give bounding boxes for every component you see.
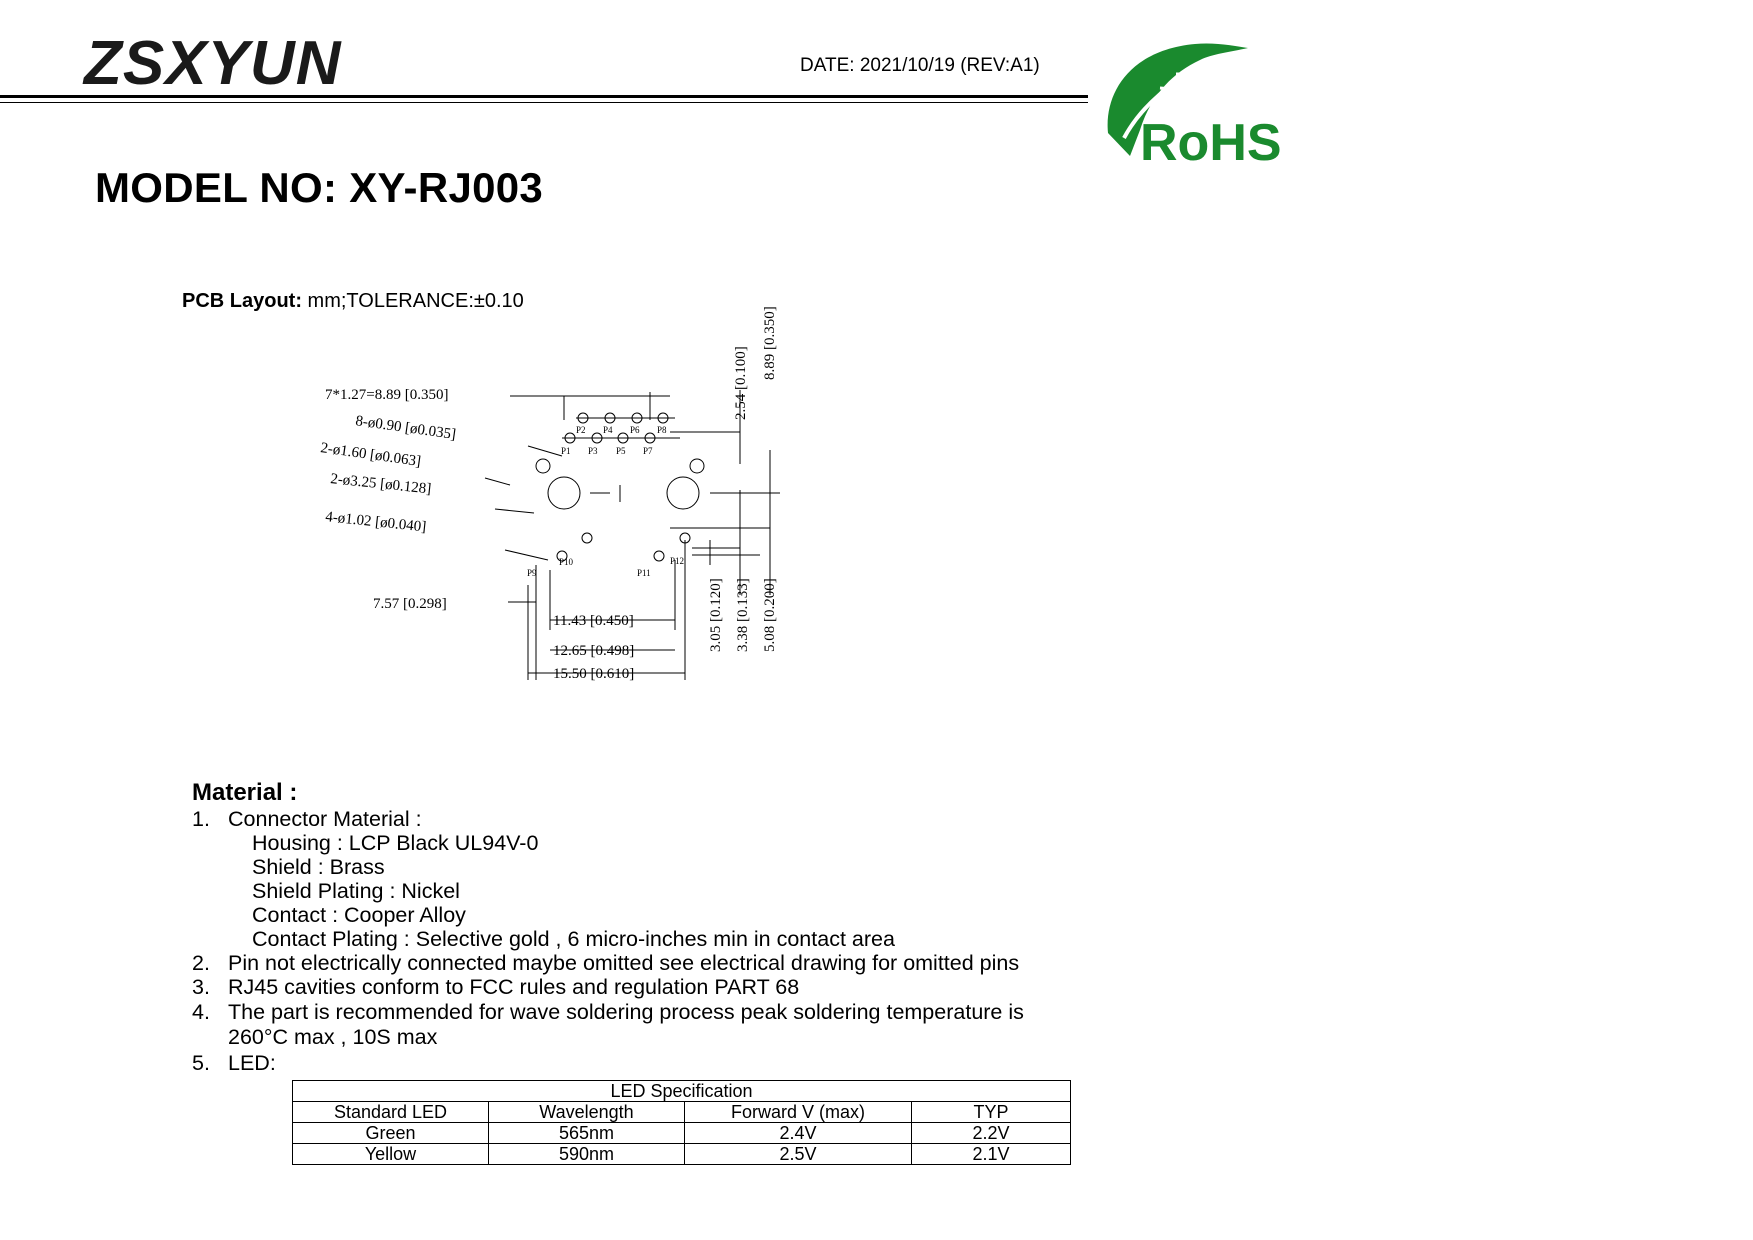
table-caption-row	[293, 1081, 1071, 1102]
svg-text:P6: P6	[630, 425, 640, 435]
header-rule	[0, 95, 1088, 98]
table-caption: LED Specification	[293, 1081, 1071, 1102]
material-item: Shield Plating : Nickel	[252, 879, 460, 903]
column-header: TYP	[912, 1102, 1071, 1123]
material-item: Contact Plating : Selective gold , 6 micro-inches min in contact area	[252, 927, 895, 951]
svg-text:P11: P11	[637, 568, 651, 578]
dim-v889: 8.89 [0.350]	[762, 306, 778, 380]
table-cell: 2.1V	[912, 1144, 1071, 1165]
dim-v305: 3.05 [0.120]	[708, 578, 724, 652]
table-cell: 590nm	[489, 1144, 685, 1165]
table-cell: 565nm	[489, 1123, 685, 1144]
brand-wordmark: ZSXYUN	[84, 29, 342, 98]
document-date: DATE: 2021/10/19 (REV:A1)	[800, 55, 1040, 76]
dim-v254: 2.54 [0.100]	[733, 346, 749, 420]
table-cell: Green	[293, 1123, 489, 1144]
material-item: 260°C max , 10S max	[228, 1025, 438, 1049]
header-rule-thin	[0, 102, 1088, 103]
table-cell: Yellow	[293, 1144, 489, 1165]
pin-pads	[557, 413, 690, 561]
svg-text:P10: P10	[559, 557, 574, 567]
column-header: Wavelength	[489, 1102, 685, 1123]
pcb-tolerance: mm;TOLERANCE:±0.10	[302, 290, 524, 312]
dim-757: 7.57 [0.298]	[373, 596, 447, 612]
svg-text:P1: P1	[561, 446, 571, 456]
table-header-row	[293, 1102, 1071, 1123]
dim-holes-102: 4-ø1.02 [ø0.040]	[324, 509, 427, 536]
dim-1143: 11.43 [0.450]	[553, 613, 634, 629]
material-title: Material :	[192, 779, 298, 806]
dim-holes-160: 2-ø1.60 [ø0.063]	[319, 440, 422, 471]
material-item: 1. Connector Material :	[192, 807, 422, 831]
dim-v508: 5.08 [0.200]	[762, 578, 778, 652]
svg-text:P2: P2	[576, 425, 586, 435]
dim-1550: 15.50 [0.610]	[553, 666, 635, 682]
led-spec-table	[292, 1080, 1071, 1165]
column-header: Standard LED	[293, 1102, 489, 1123]
material-item: 3. RJ45 cavities conform to FCC rules and regulation PART 68	[192, 975, 800, 999]
column-header: Forward V (max)	[685, 1102, 912, 1123]
dim-1265: 12.65 [0.498]	[553, 643, 635, 659]
pcb-layout-heading	[182, 290, 524, 313]
svg-text:P3: P3	[588, 446, 598, 456]
material-item: 5. LED:	[192, 1051, 276, 1075]
rohs-logo	[1100, 38, 1300, 170]
material-item: Contact : Cooper Alloy	[252, 903, 466, 927]
model-number: MODEL NO: XY-RJ003	[95, 164, 544, 211]
dim-holes-325: 2-ø3.25 [ø0.128]	[329, 471, 432, 498]
dim-v338: 3.38 [0.133]	[735, 578, 751, 652]
material-item: Housing : LCP Black UL94V-0	[252, 831, 539, 855]
svg-text:P5: P5	[616, 446, 626, 456]
table-cell: 2.5V	[685, 1144, 912, 1165]
rohs-text: RoHS	[1140, 114, 1282, 172]
svg-text:P8: P8	[657, 425, 667, 435]
material-item: 2. Pin not electrically connected maybe omitted see electrical drawing for omitted pins	[192, 951, 1020, 975]
dim-pitch: 7*1.27=8.89 [0.350]	[325, 387, 449, 403]
pcb-layout-label: PCB Layout:	[182, 290, 302, 312]
material-item: 4. The part is recommended for wave soldering process peak soldering temperature is	[192, 1000, 1024, 1024]
table-cell: 2.2V	[912, 1123, 1071, 1144]
table-cell: 2.4V	[685, 1123, 912, 1144]
svg-text:P9: P9	[527, 568, 537, 578]
zsxyun-logo	[84, 18, 342, 98]
table-row	[293, 1144, 1071, 1165]
pcb-layout-drawing	[319, 306, 800, 690]
table-row	[293, 1123, 1071, 1144]
material-item: Shield : Brass	[252, 855, 385, 879]
svg-text:P4: P4	[603, 425, 613, 435]
svg-text:P7: P7	[643, 446, 653, 456]
svg-text:P12: P12	[670, 556, 685, 566]
dim-holes-090: 8-ø0.90 [ø0.035]	[354, 413, 457, 444]
